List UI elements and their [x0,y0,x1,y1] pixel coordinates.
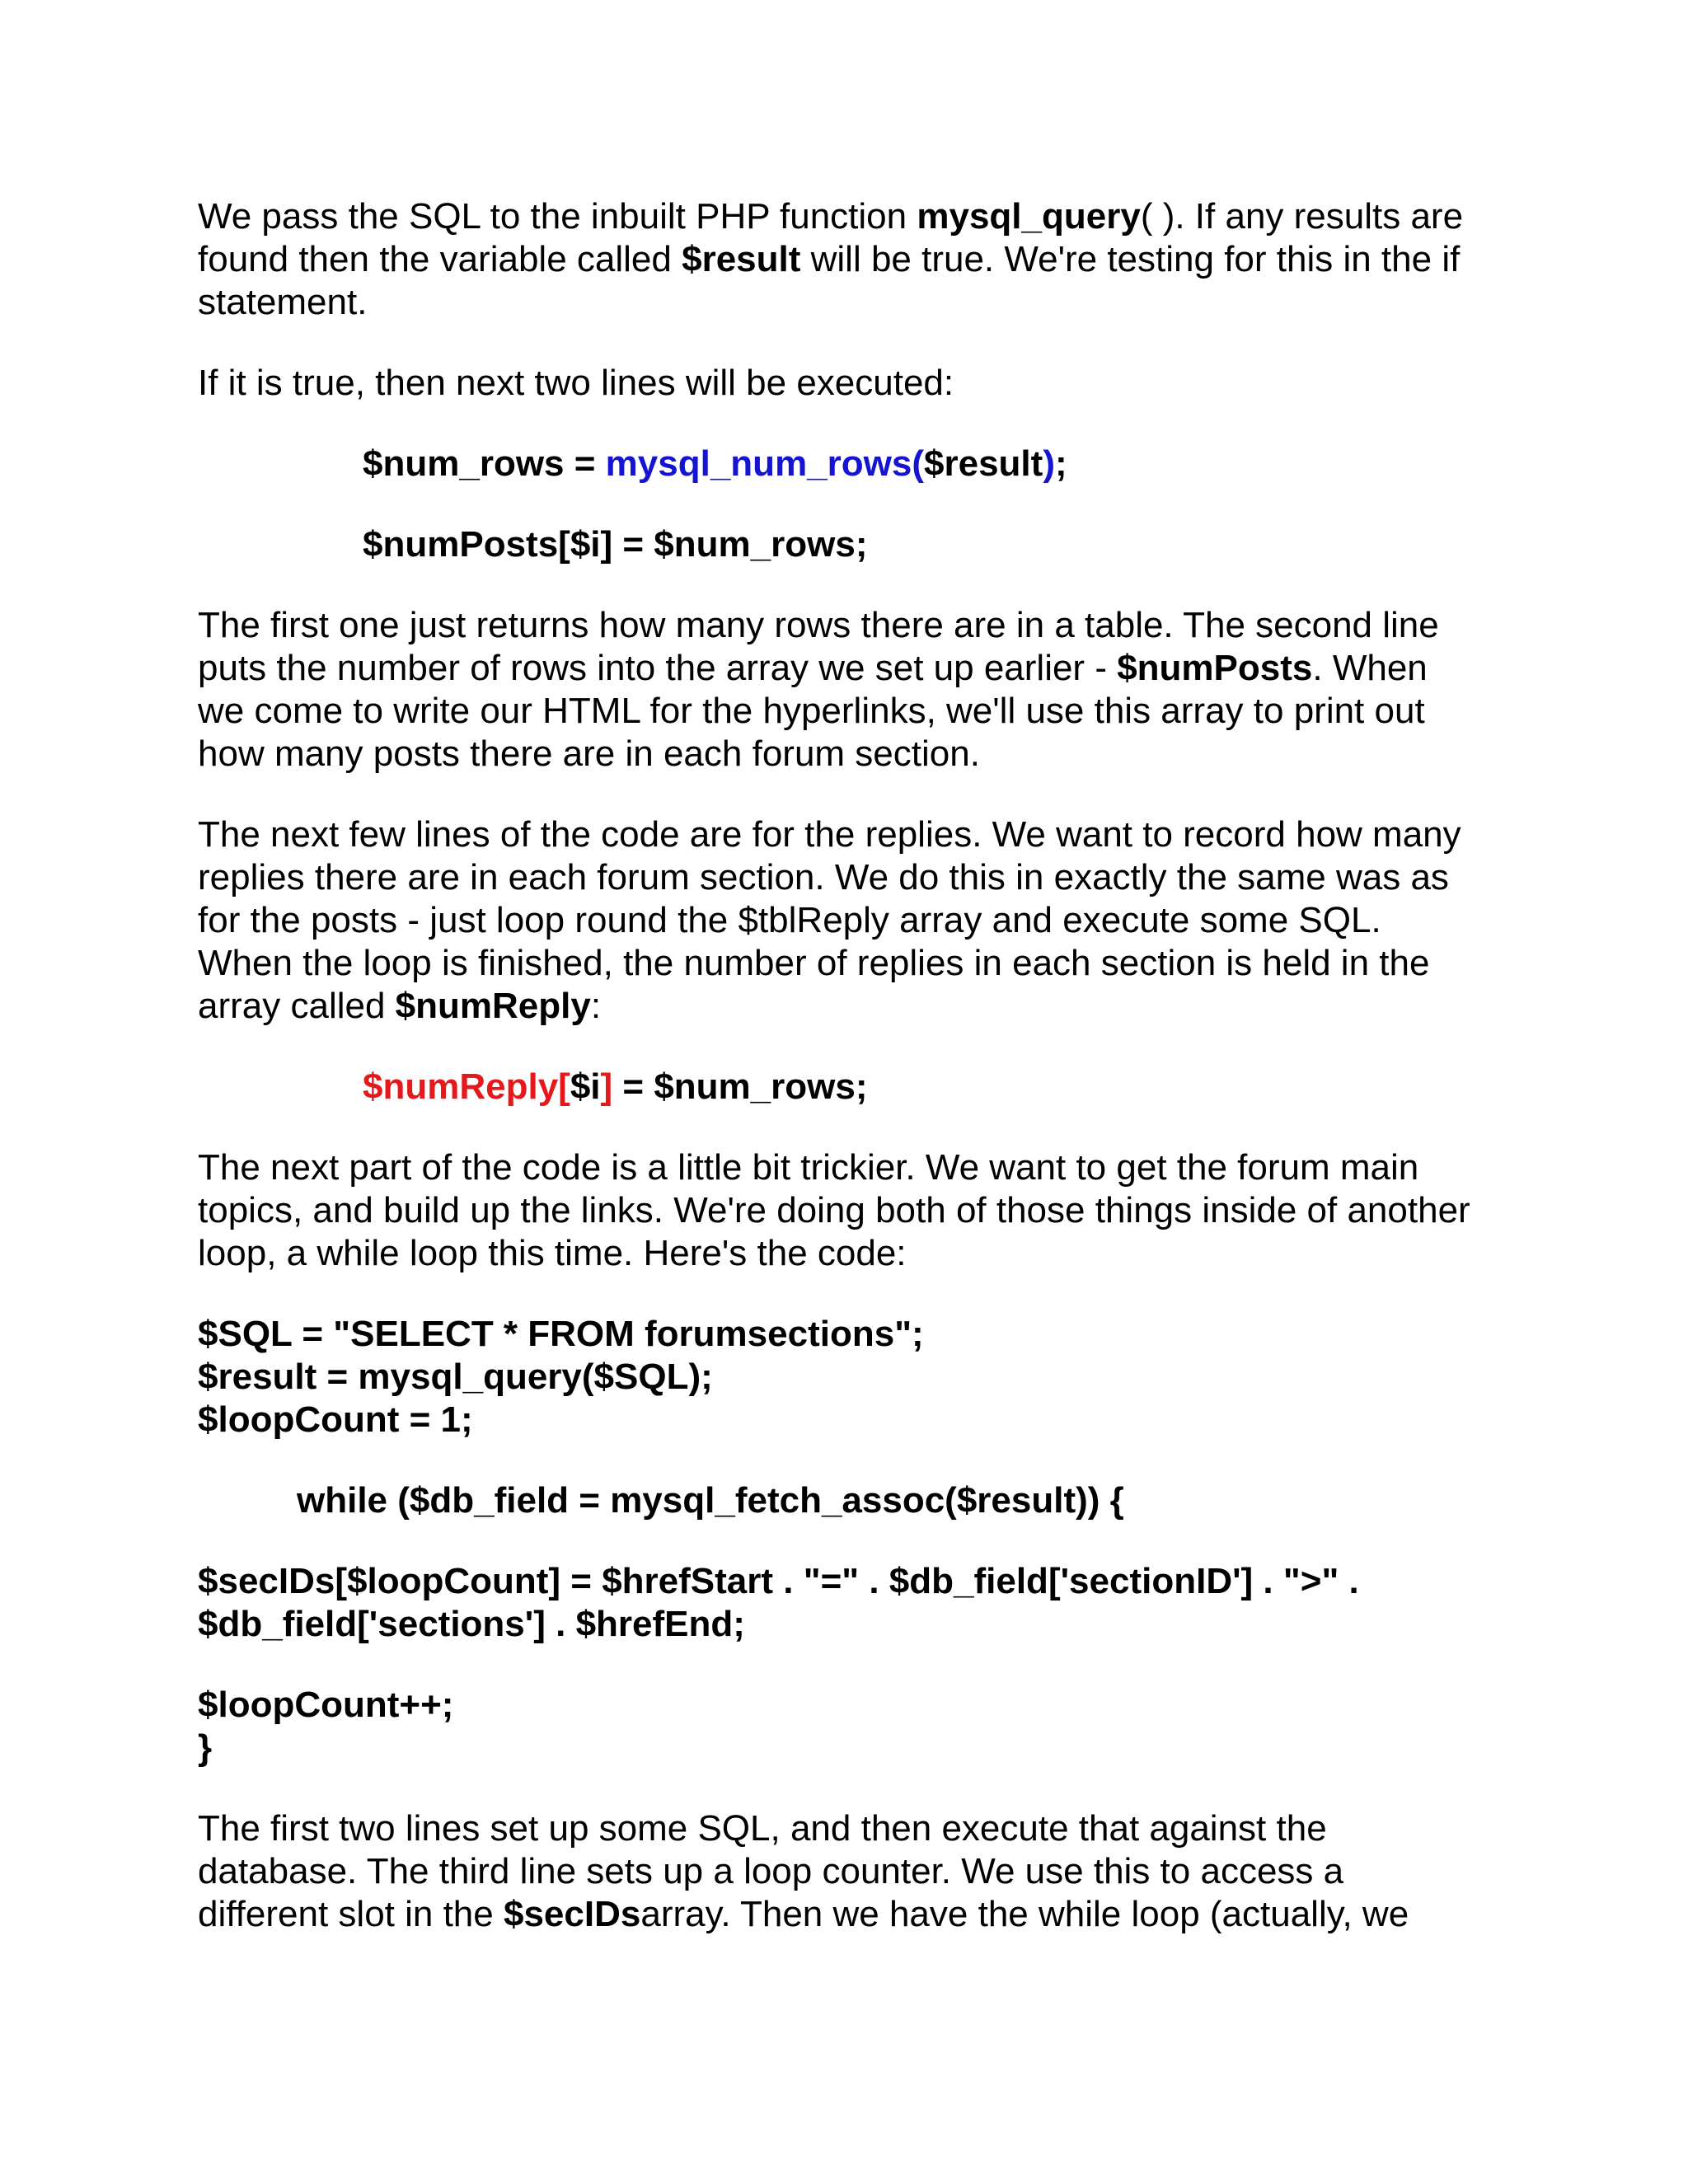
text: array. Then we have the while loop (actually, we [640,1894,1409,1934]
code-text: ; [1054,443,1067,484]
code-highlight: ] [600,1066,613,1107]
paragraph-first-one [198,604,1484,776]
code-function: mysql_num_rows( [605,443,925,484]
inline-code: mysql_query [917,196,1141,237]
code-line: $result = mysql_query($SQL); [198,1357,713,1397]
code-text: $i [570,1066,601,1107]
inline-code: $numPosts [1117,648,1313,688]
code-function: ) [1043,443,1055,484]
code-line: $SQL = "SELECT * FROM forumsections"; [198,1314,924,1354]
code-line: $loopCount++; [198,1685,454,1725]
code-num-posts: $numPosts[$i] = $num_rows; [363,524,868,565]
code-line: $secIDs[$loopCount] = $hrefStart . "=" . $db_field['sectionID'] . ">" . [198,1561,1359,1601]
code-text: = $num_rows; [612,1066,868,1107]
code-line: } [198,1727,213,1768]
text: . When we come to write our HTML for the hyperlinks, we'll use this array to print out how many posts there are in each forum section. [198,648,1428,774]
text: The first two lines set up some SQL, and then execute that against the database. The third line sets up a loop counter. We use this to access a different slot in the [198,1808,1344,1934]
inline-code: $secIDs [503,1894,641,1934]
text: ( ). If any results are found then the variable called [198,196,1464,279]
inline-code: $result [682,239,801,279]
text: The next few lines of the code are for the replies. We want to record how many replies there are in each forum section. We do this in exactly the same was as for the posts - just loop round the $tblReply array and execute some SQL. When the loop is finished, the number of replies in each section is held in the array called [198,814,1461,1026]
text: The first one just returns how many rows there are in a table. The second line puts the number of rows into the array we set up earlier - [198,605,1439,688]
code-highlight: $numReply[ [363,1066,570,1107]
code-line: $db_field['sections'] . $hrefEnd; [198,1604,745,1644]
code-loopcount-block [198,1684,1484,1769]
code-while: while ($db_field = mysql_fetch_assoc($result)) { [297,1480,1124,1521]
paragraph-first-two-lines [198,1807,1484,1936]
text: We pass the SQL to the inbuilt PHP function [198,196,917,237]
paragraph-replies [198,813,1484,1028]
code-text: $result [924,443,1043,484]
paragraph-mysql-query [198,195,1484,324]
text: will be true. We're testing for this in the if statement. [198,239,1461,322]
inline-code: $numReply [395,986,591,1026]
code-sql-block [198,1313,1484,1441]
text: : [590,986,602,1026]
code-num-reply [363,1066,1484,1108]
code-num-rows [363,443,1484,485]
code-text: $num_rows = [363,443,606,484]
code-secids-block [198,1560,1484,1646]
paragraph-if-true: If it is true, then next two lines will be executed: [198,363,954,403]
document-page [198,195,1484,1974]
paragraph-trickier: The next part of the code is a little bit trickier. We want to get the forum main topics, and build up the links. We're doing both of those things inside of another loop, a while loop this time. Here's the code: [198,1147,1470,1273]
code-line: $loopCount = 1; [198,1399,473,1440]
